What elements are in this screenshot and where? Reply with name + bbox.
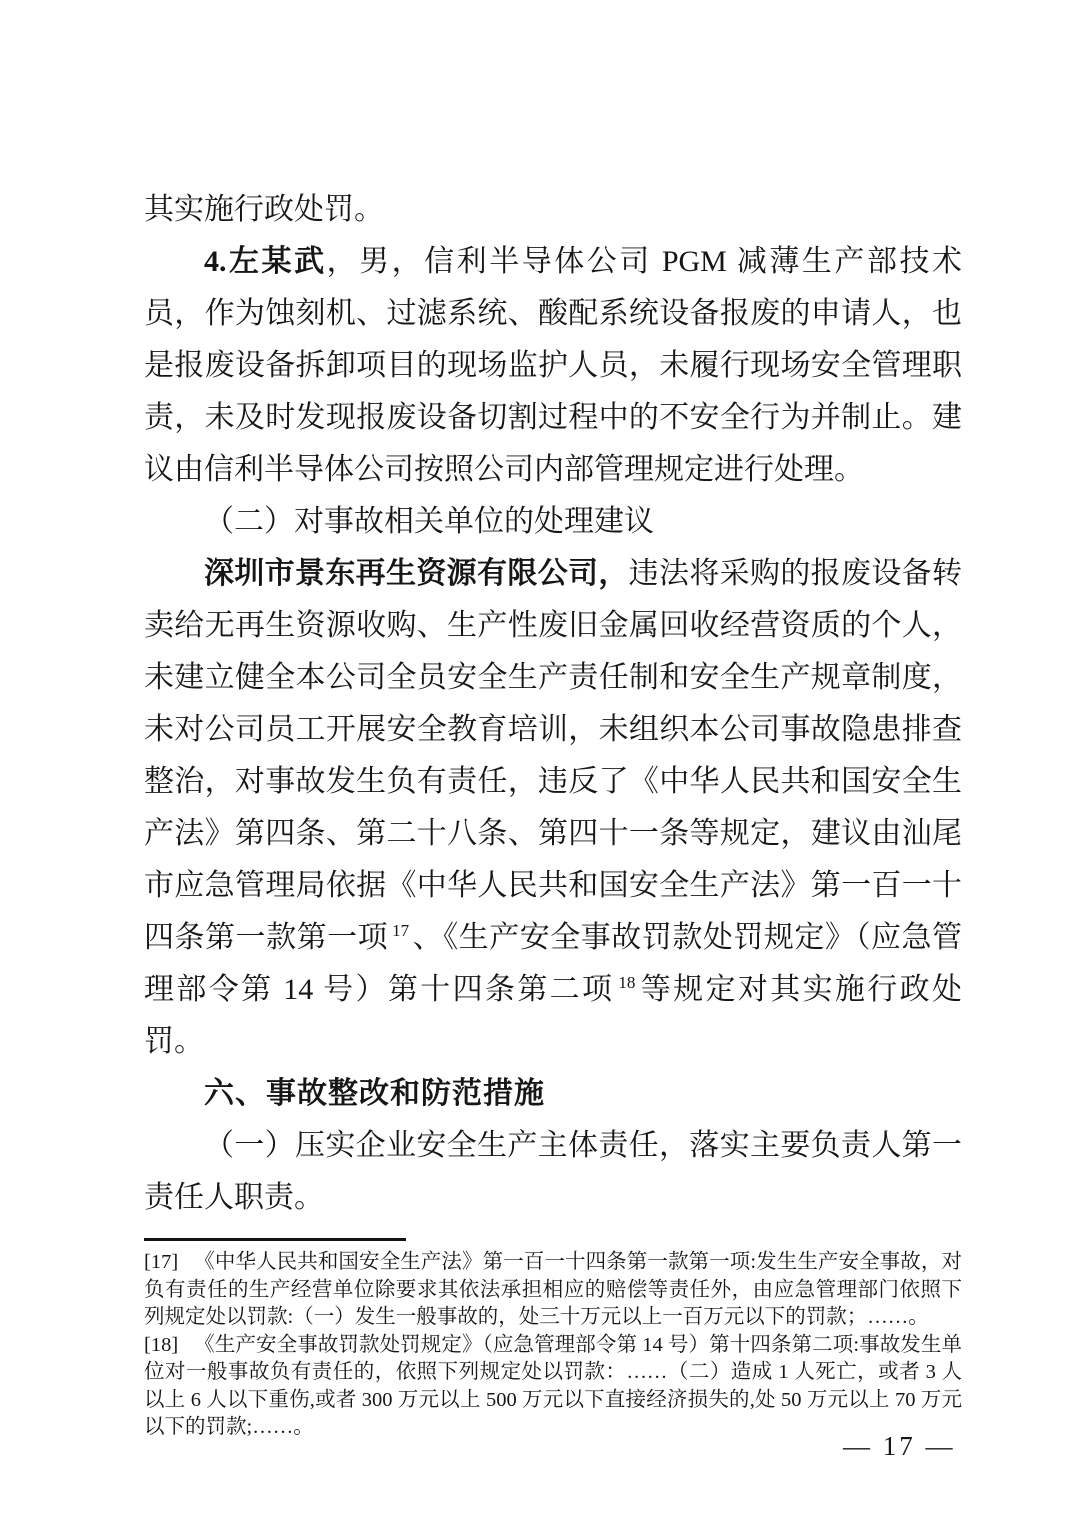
paragraph-text: 、《生产安全事故罚款处罚规定》（应急管理部令第 14 号）第十四条第二项 bbox=[144, 921, 963, 1006]
paragraph-text: 其实施行政处罚。 bbox=[144, 193, 384, 226]
page-number-text: — 17 — bbox=[843, 1431, 956, 1461]
footnote-text: 《中华人民共和国安全生产法》第一百一十四条第一款第一项:发生生产安全事故，对负有责任的生产经营单位除要求其依法承担相应的赔偿等责任外，由应急管理部门依照下列规定处以罚款:（一）发生一般事故的，处三十万元以上一百万元以下的罚款；……。 bbox=[144, 1251, 962, 1328]
paragraph-company bbox=[144, 548, 962, 1068]
paragraph-text: ，男，信利半导体公司 PGM 减薄生产部技术员，作为蚀刻机、过滤系统、酸配系统设备报废的申请人，也是报废设备拆卸项目的现场监护人员，未履行现场安全管理职责，未及时发现报废设备切割过程中的不安全行为并制止。建议由信利半导体公司按照公司内部管理规定进行处理。 bbox=[144, 245, 963, 486]
footnote-text: 《生产安全事故罚款处罚规定》（应急管理部令第 14 号）第十四条第二项:事故发生单位对一般事故负有责任的，依照下列规定处以罚款：……（二）造成 1 人死亡，或者 3 人以上 6 人以下重伤,或者 300 万元以上 500 万元以下直接经济损失的,处 50 万元以上 70 万元以下的罚款;……。 bbox=[144, 1333, 962, 1438]
footnote-block bbox=[144, 1238, 962, 1442]
footnote-18 bbox=[144, 1332, 962, 1442]
subsection-heading-2 bbox=[144, 496, 962, 548]
footnote-separator bbox=[144, 1238, 406, 1241]
document-content bbox=[144, 184, 962, 1442]
person-name-bold: 4.左某武 bbox=[204, 245, 327, 278]
footnote-ref-18: 18 bbox=[618, 973, 636, 992]
footnote-17 bbox=[144, 1249, 962, 1332]
company-name-bold: 深圳市景东再生资源有限公司， bbox=[204, 557, 629, 590]
paragraph-continuation bbox=[144, 184, 962, 236]
paragraph-measure-1 bbox=[144, 1120, 962, 1224]
paragraph-text: （一）压实企业安全生产主体责任，落实主要负责人第一责任人职责。 bbox=[144, 1129, 962, 1214]
paragraph-text: 等规定对其实施行政处罚。 bbox=[144, 973, 963, 1058]
section-heading-6 bbox=[144, 1068, 962, 1120]
footnote-marker: [18] bbox=[144, 1333, 179, 1356]
section-heading-text: 六、事故整改和防范措施 bbox=[204, 1077, 545, 1110]
footnote-ref-17: 17 bbox=[392, 921, 410, 940]
paragraph-person-4 bbox=[144, 236, 962, 496]
subsection-heading-text: （二）对事故相关单位的处理建议 bbox=[204, 505, 654, 538]
paragraph-text: 违法将采购的报废设备转卖给无再生资源收购、生产性废旧金属回收经营资质的个人，未建立健全本公司全员安全生产责任制和安全生产规章制度，未对公司员工开展安全教育培训，未组织本公司事故隐患排查整治，对事故发生负有责任，违反了《中华人民共和国安全生产法》第四条、第二十八条、第四十一条等规定，建议由汕尾市应急管理局依据《中华人民共和国安全生产法》第一百一十四条第一款第一项 bbox=[144, 557, 963, 954]
footnote-marker: [17] bbox=[144, 1251, 179, 1273]
